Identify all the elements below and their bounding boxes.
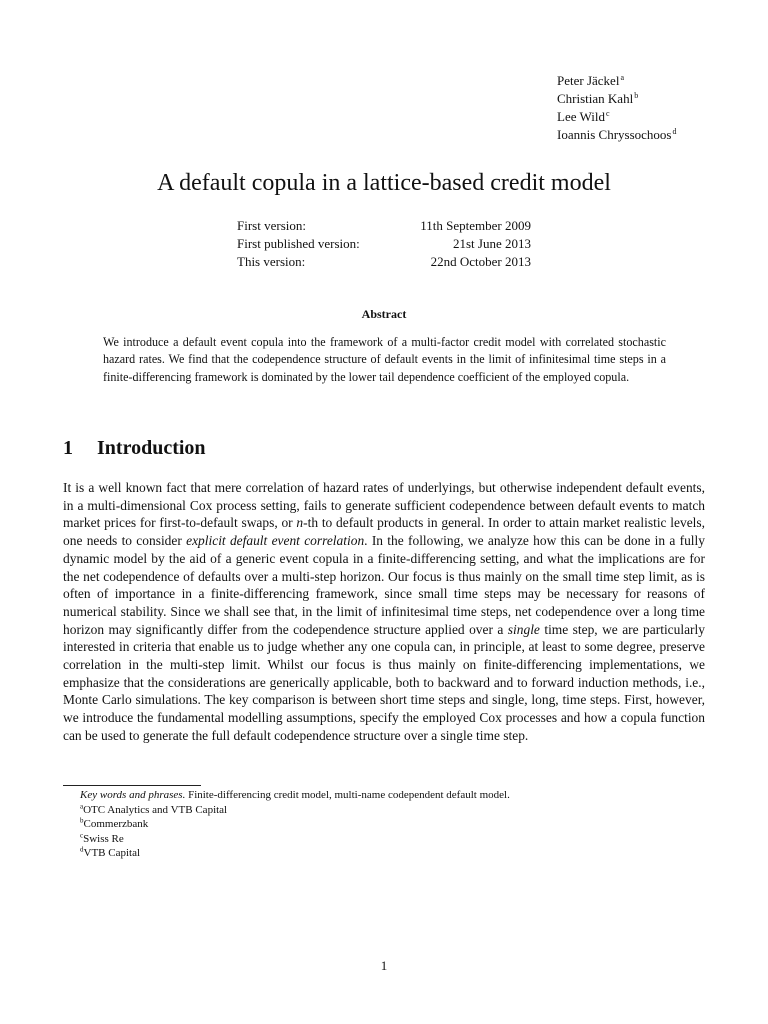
affiliation-mark: a (620, 72, 625, 82)
footnote-divider (63, 785, 201, 786)
version-label: This version: (237, 254, 306, 269)
math-variable: n (296, 515, 304, 531)
section-heading (63, 435, 206, 461)
version-label: First version: (237, 218, 306, 233)
abstract-heading: Abstract (361, 307, 407, 321)
version-row (237, 235, 531, 253)
abstract-text: We introduce a default event copula into the framework of a multi-factor credit model with correlated stochastic hazard rates. We find that the codependence structure of default events in the limit of infinitesimal time steps in a finite-differencing framework is dominated by the lower tail dependence coefficient of the employed copula. (103, 335, 666, 384)
version-date: 22nd October 2013 (430, 254, 531, 269)
affiliation-footnote: $^d$VTB Capital (80, 845, 141, 859)
author-name: Peter Jäckel$^a$ (557, 72, 625, 88)
author-list (557, 72, 757, 144)
paper-title: A default copula in a lattice-based credit model (157, 170, 611, 196)
footnotes (80, 788, 720, 861)
version-row (237, 253, 531, 271)
author-name: Christian Kahl$^b$ (557, 90, 639, 106)
page-number: 1 (380, 958, 388, 973)
emphasis-text: explicit default event correlation (186, 533, 365, 549)
affiliation-mark: b (634, 90, 639, 100)
keywords-label: Key words and phrases. (80, 789, 186, 801)
affiliation-footnote: $^c$Swiss Re (80, 830, 124, 845)
introduction-paragraph: It is a well known fact that mere correlation of hazard rates of underlyings, but otherwise independent default events, in a multi-dimensional Cox process setting, fails to generate sufficient codependence between default events to match market prices for first-to-default swaps, or n-th to default products in general. In order to attain market realistic levels, one needs to consider explicit default event correlation. In the following, we analyze how this can be done in a fully dynamic model by the aid of a generic event copula in a finite-differencing setting, and what the implications are for the net codependence of defaults over a multi-step horizon. Our focus is thus mainly on the small time step limit, as is often of importance in a finite-differencing framework, since small time steps may be necessary for reasons of numerical stability. Since we shall see that, in the limit of infinitesimal time steps, net codependence over a long time horizon may significantly differ from the codependence structure applied over a single time step, we are particularly interested in criteria that enable us to judge whether any one copula can, in principle, at least to some degree, preserve correlation in the multi-step limit. Whilst our focus is thus mainly on finite-differencing implementations, we emphasize that the considerations are generically applicable, both to backward and to forward induction methods, i.e., Monte Carlo simulations. The key comparison is between short time steps and single, long, time steps. First, however, we introduce the fundamental modelling assumptions, specify the employed Cox processes and how a copula function can be used to generate the full default codependence structure over a single time step. (63, 480, 705, 743)
version-row (237, 217, 531, 235)
keywords-footnote (80, 788, 720, 803)
version-date: 11th September 2009 (420, 218, 531, 233)
version-label: First published version: (237, 236, 360, 251)
author-name: Ioannis Chryssochoos$^d$ (557, 126, 677, 142)
affiliation-footnote: $^a$OTC Analytics and VTB Capital (80, 801, 228, 816)
author-name: Lee Wild$^c$ (557, 108, 610, 124)
emphasis-text: single (507, 621, 540, 637)
version-history (237, 217, 531, 271)
version-date: 21st June 2013 (453, 236, 531, 251)
affiliation-footnote: $^b$Commerzbank (80, 816, 149, 830)
section-number: 1 (63, 437, 73, 459)
keywords-text: Finite-differencing credit model, multi-name codependent default model. (188, 789, 510, 801)
section-title: Introduction (97, 437, 206, 459)
affiliation-mark: c (605, 108, 610, 118)
affiliation-mark: d (672, 126, 677, 136)
